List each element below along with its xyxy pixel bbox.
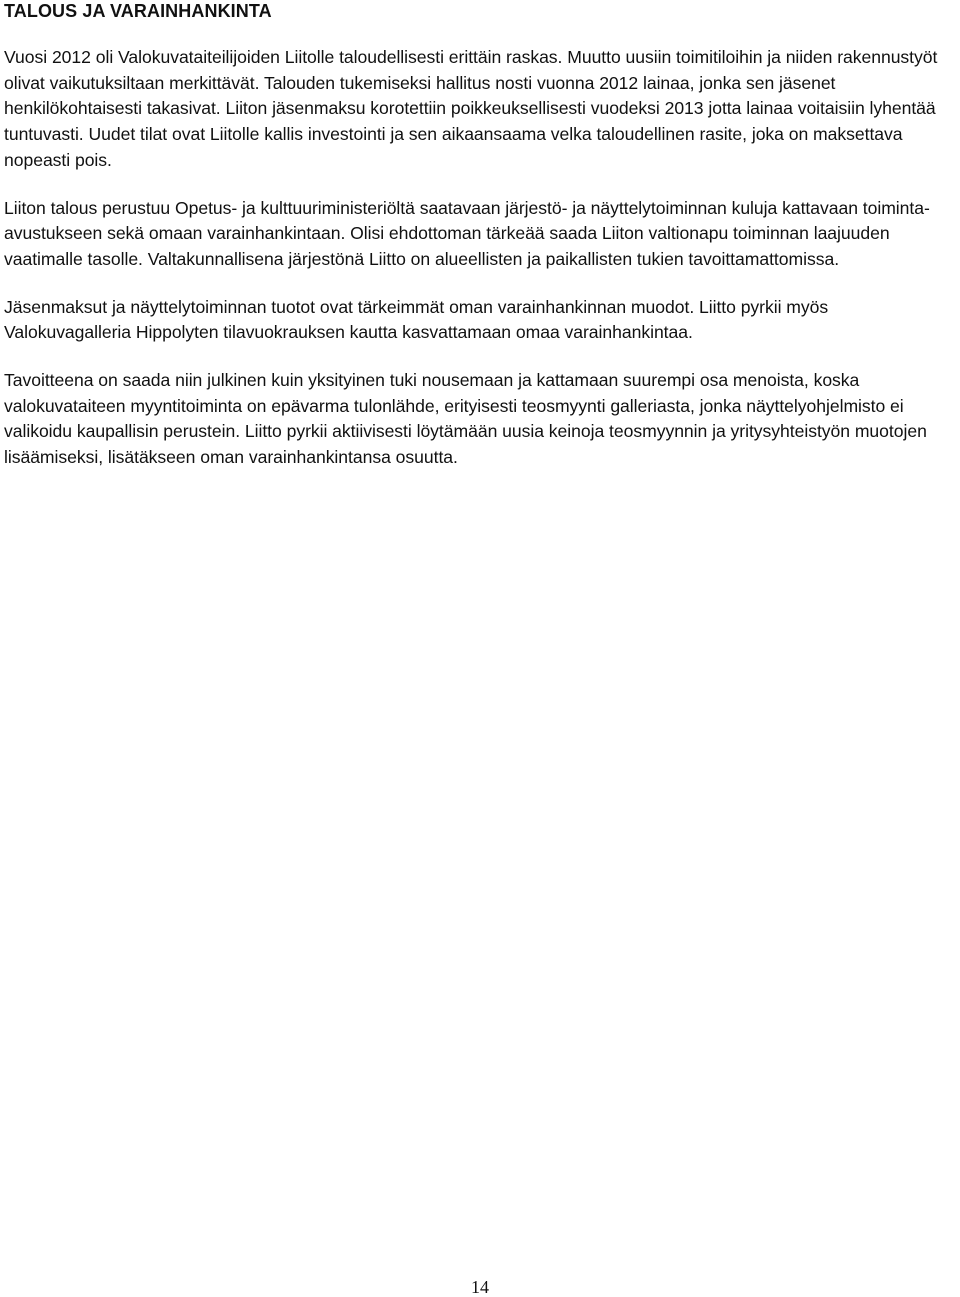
page-number: 14 (471, 1277, 489, 1297)
paragraph-finances-2012: Vuosi 2012 oli Valokuvataiteilijoiden Liitolle taloudellisesti erittäin raskas. Muutto uusiin toimitiloihin ja niiden rakennustyöt olivat vaikutuksiltaan merkittävät. Talouden tukemiseksi hallitus nosti vuonna 2012 lainaa, jonka sen jäsenet henkilökohtaisesti takasivat. Liiton jäsenmaksu korotettiin poikkeuksellisesti vuodeksi 2013 jotta lainaa voitaisiin lyhentää tuntuvasti. Uudet tilat ovat Liitolle kallis investointi ja sen aikaansaama velka taloudellinen rasite, joka on maksettava nopeasti pois. (4, 47, 938, 170)
paragraph-goals: Tavoitteena on saada niin julkinen kuin yksityinen tuki nousemaan ja kattamaan suurempi osa menoista, koska valokuvataiteen myyntitoiminta on epävarma tulonlähde, erityisesti teosmyynti galleriasta, jonka näyttelyohjelmisto ei valikoidu kaupallisin perustein. Liitto pyrkii aktiivisesti löytämään uusia keinoja teosmyynnin ja yritysyhteistyön muotojen lisäämiseksi, lisätäkseen oman varainhankintansa osuutta. (4, 370, 927, 468)
paragraph-income-sources: Jäsenmaksut ja näyttelytoiminnan tuotot ovat tärkeimmät oman varainhankinnan muodot. Liitto pyrkii myös Valokuvagalleria Hippolyten tilavuokrauksen kautta kasvattamaan omaa varainhankintaa. (4, 296, 829, 343)
section-title: TALOUS JA VARAINHANKINTA (4, 1, 272, 21)
document-page (4, 0, 954, 471)
paragraph-funding-basis: Liiton talous perustuu Opetus- ja kulttuuriministeriöltä saatavaan järjestö- ja näyttelytoiminnan kuluja kattavaan toiminta-avustukseen sekä omaan varainhankintaan. Olisi ehdottoman tärkeää saada Liiton valtionapu toiminnan laajuuden vaatimalle tasolle. Valtakunnallisena järjestönä Liitto on alueellisten ja paikallisten tukien tavoittamattomissa. (4, 197, 930, 269)
